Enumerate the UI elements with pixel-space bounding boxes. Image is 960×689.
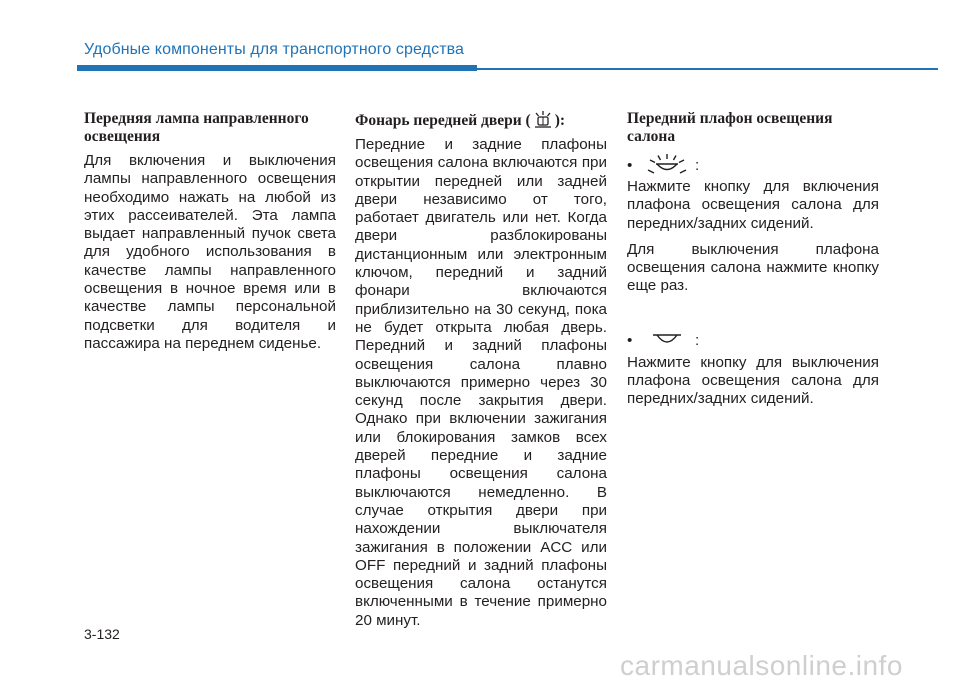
paragraph-directional-lamp: Для включения и выключения лампы направленного освещения необходимо нажать на любой из этих рассеивателей. Эта лампа выдает направленный пучок света для удобного использования в качестве лампы направленного освещения в ночное время или в качестве лампы персональной подсветки для водителя и пассажира на переднем сиденье. bbox=[84, 152, 336, 352]
bullet-dot: • bbox=[627, 332, 633, 350]
column-right bbox=[627, 110, 879, 409]
header-accent-bar bbox=[77, 65, 477, 71]
section-title: Удобные компоненты для транспортного средства bbox=[84, 41, 465, 58]
lamp-on-icon bbox=[645, 153, 689, 177]
paragraph-lamp-off-hint: Для выключения плафона освещения салона нажмите кнопку еще раз. bbox=[627, 240, 879, 295]
bullet-lamp-on bbox=[627, 152, 879, 178]
column-left bbox=[84, 110, 336, 353]
heading-front-dome-lamp: Передний плафон освещения салона bbox=[627, 110, 833, 145]
bullet-dot: • bbox=[627, 156, 633, 174]
door-lamp-icon bbox=[531, 110, 555, 128]
paragraph-door-lamp: Передние и задние плафоны освещения салона включаются при открытии передней или задней двери независимо от того, работает двигатель или нет. Когда двери разблокированы дистанционным или электронным ключом, передний и задний фонари включаются приблизительно на 30 секунд, пока не будет открыта любая дверь. Передний и задний плафоны освещения салона плавно выключаются примерно через 30 секунд после закрытия двери. Однако при включении зажигания или блокирования замков всех дверей передние и задние плафоны освещения салона выключаются немедленно. В случае открытия двери при нахождении выключателя зажигания в положении ACC или OFF передний и задний плафоны освещения салона останутся включенными в течение примерно 20 минут. bbox=[355, 136, 607, 629]
bullet-lamp-off bbox=[627, 328, 879, 354]
header-rule bbox=[477, 68, 938, 70]
paragraph-lamp-off: Нажмите кнопку для выключения плафона освещения салона для передних/задних сидений. bbox=[627, 353, 879, 408]
watermark: carmanualsonline.info bbox=[620, 650, 903, 681]
heading-directional-lamp: Передняя лампа направленного освещения bbox=[84, 110, 309, 145]
bullet-colon: : bbox=[695, 332, 700, 350]
paragraph-lamp-on: Нажмите кнопку для включения плафона освещения салона для передних/задних сидений. bbox=[627, 178, 879, 232]
lamp-off-icon bbox=[645, 329, 689, 353]
bullet-colon: : bbox=[695, 156, 700, 174]
heading-door-lamp-text: Фонарь передней двери ( bbox=[355, 112, 531, 129]
page-number: 3-132 bbox=[84, 626, 120, 642]
heading-door-lamp-tail: ): bbox=[554, 112, 566, 129]
column-middle bbox=[355, 110, 607, 630]
heading-door-lamp bbox=[355, 110, 607, 130]
